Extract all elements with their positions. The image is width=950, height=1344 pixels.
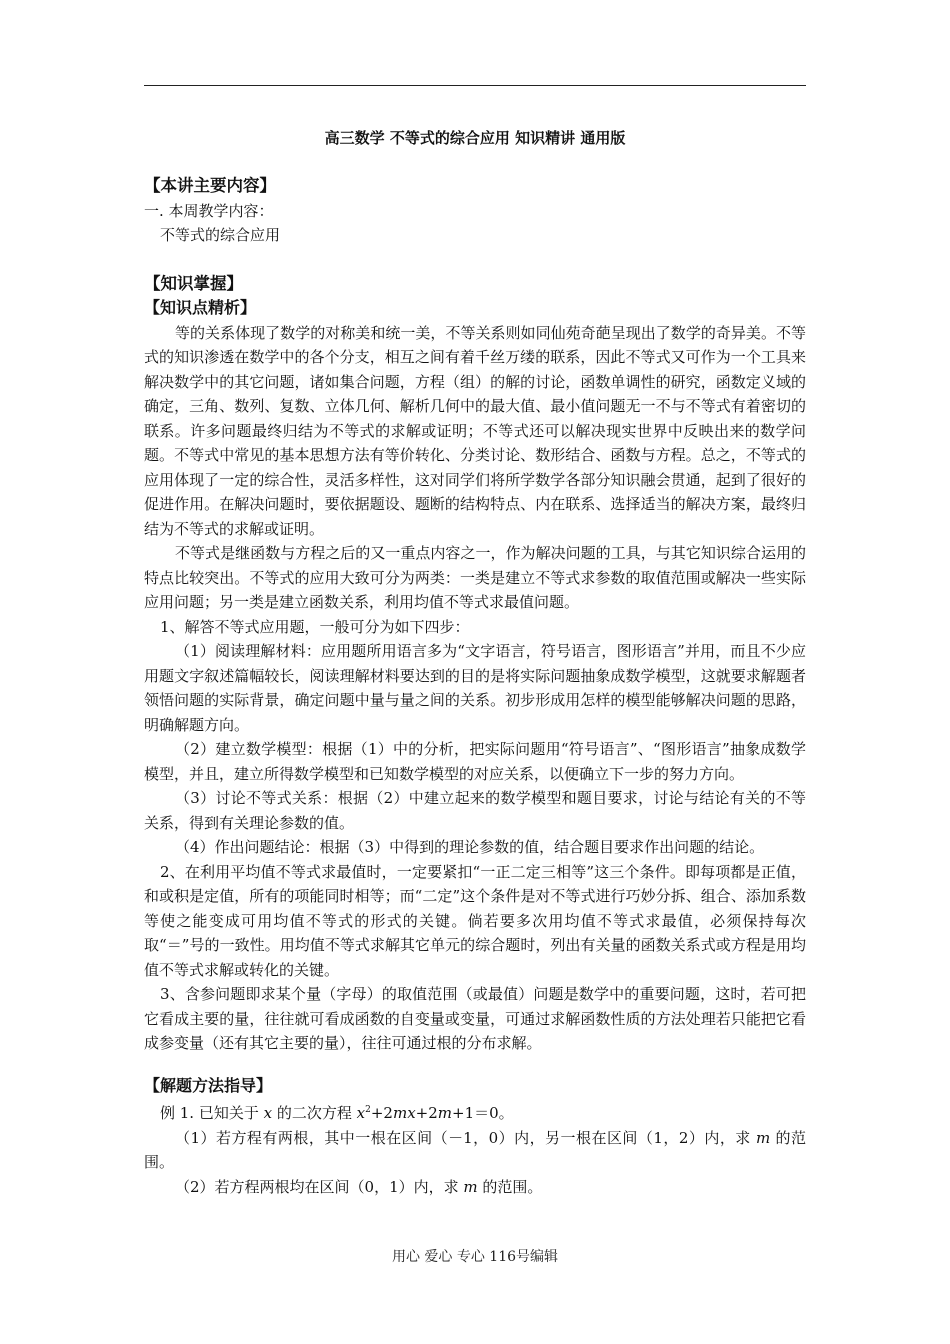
step-item: （4）作出问题结论：根据（3）中得到的理论参数的值，结合题目要求作出问题的结论。 [175, 838, 765, 856]
example-question: （1）若方程有两根，其中一根在区间（－1，0）内，另一根在区间（1，2）内，求 m 的范围。 [144, 1128, 806, 1171]
paragraph: 等的关系体现了数学的对称美和统一美，不等关系则如同仙苑奇葩呈现出了数学的奇异美。不等式的知识渗透在数学中的各个分支，相互之间有着千丝万缕的联系，因此不等式又可作为一个工具来解决数学中的其它问题，诸如集合问题，方程（组）的解的讨论，函数单调性的研究，函数定义域的确定，三角、数列、复数、立体几何、解析几何中的最大值、最小值问题无一不与不等式有着密切的联系。许多问题最终归结为不等式的求解或证明；不等式还可以解决现实世界中反映出来的数学问题。不等式中常见的基本思想方法有等价转化、分类讨论、数形结合、函数与方程。总之，不等式的应用体现了一定的综合性，灵活多样性，这对同学们将所学数学各部分知识融会贯通，起到了很好的促进作用。在解决问题时，要依据题设、题断的结构特点、内在联系、选择适当的解决方案，最终归结为不等式的求解或证明。 [144, 323, 806, 538]
section-heading-main-content: 【本讲主要内容】 [144, 176, 276, 195]
section-heading-methods: 【解题方法指导】 [144, 1075, 273, 1095]
document-title: 高三数学 不等式的综合应用 知识精讲 通用版 [324, 129, 626, 147]
step-item: （2）建立数学模型：根据（1）中的分析，把实际问题用“符号语言”、“图形语言”抽象成数学模型，并且，建立所得数学模型和已知数学模型的对应关系，以便确立下一步的努力方向。 [144, 740, 806, 783]
subsection-heading-analysis: 【知识点精析】 [144, 298, 257, 317]
header-rule [144, 85, 806, 86]
content-topic: 不等式的综合应用 [160, 226, 281, 244]
page-footer: 用心 爱心 专心 116号编辑 [391, 1249, 559, 1265]
section-heading-knowledge: 【知识掌握】 [144, 273, 243, 293]
paragraph: 不等式是继函数与方程之后的又一重点内容之一，作为解决问题的工具，与其它知识综合运用的特点比较突出。不等式的应用大致可分为两类：一类是建立不等式求参数的取值范围或解决一些实际应用问题；另一类是建立函数关系，利用均值不等式求最值问题。 [144, 544, 806, 611]
list-item: 3、含参问题即求某个量（字母）的取值范围（或最值）问题是数学中的重要问题，这时，若可把它看成主要的量，往往就可看成函数的自变量或变量，可通过求解函数性质的方法处理若只能把它看成参变量（还有其它主要的量），往往可通过根的分布求解。 [144, 985, 806, 1052]
step-item: （1）阅读理解材料：应用题所用语言多为“文字语言，符号语言，图形语言”并用，而且不少应用题文字叙述篇幅较长，阅读理解材料要达到的目的是将实际问题抽象成数学模型，这就要求解题者领悟问题的实际背景，确定问题中量与量之间的关系。初步形成用怎样的模型能够解决问题的思路，明确解题方向。 [144, 642, 806, 734]
list-item: 1、解答不等式应用题，一般可分为如下四步： [160, 617, 470, 636]
content-line: 一. 本周教学内容： [144, 201, 274, 220]
example-question: （2）若方程两根均在区间（0，1）内，求 m 的范围。 [175, 1177, 543, 1196]
list-item: 2、在利用平均值不等式求最值时，一定要紧扣“一正二定三相等”这三个条件。即每项都是正值，和或积是定值，所有的项能同时相等；而“二定”这个条件是对不等式进行巧妙分拆、组合、添加系数等使之能变成可用均值不等式的形式的关键。倘若要多次用均值不等式求最值，必须保持每次取“＝”号的一致性。用均值不等式求解其它单元的综合题时，列出有关量的函数关系式或方程是用均值不等式求解或转化的关键。 [144, 862, 806, 979]
document-body [144, 174, 806, 1199]
step-item: （3）讨论不等式关系：根据（2）中建立起来的数学模型和题目要求，讨论与结论有关的不等关系，得到有关理论参数的值。 [144, 789, 806, 832]
example-statement: 例 1. 已知关于 x 的二次方程 $x^2+2mx+2m+1=0$。 [160, 1104, 514, 1122]
